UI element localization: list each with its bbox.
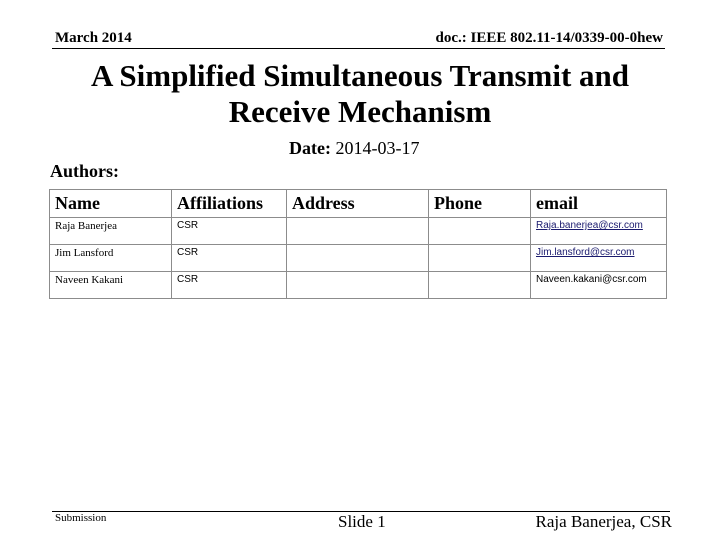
date-value: 2014-03-17 <box>335 138 420 158</box>
author-name: Raja Banerjea <box>50 218 172 245</box>
author-affiliation: CSR <box>172 218 287 245</box>
table-row <box>50 272 667 299</box>
column-header-email: email <box>531 190 667 218</box>
footer-author: Raja Banerjea, CSR <box>535 512 672 531</box>
column-header-affiliations: Affiliations <box>172 190 287 218</box>
author-phone <box>429 245 531 272</box>
author-address <box>287 218 429 245</box>
author-phone <box>429 218 531 245</box>
footer-submission: Submission <box>55 512 107 524</box>
header-doc-id: doc.: IEEE 802.11-14/0339-00-0hew <box>435 30 663 46</box>
author-email: Naveen.kakani@csr.com <box>531 272 667 299</box>
author-name: Jim Lansford <box>50 245 172 272</box>
author-name: Naveen Kakani <box>50 272 172 299</box>
author-email-link[interactable]: Jim.lansford@csr.com <box>531 245 667 272</box>
date-label: Date: <box>289 138 331 158</box>
title-line-2: Receive Mechanism <box>228 94 492 129</box>
author-affiliation: CSR <box>172 245 287 272</box>
date-line <box>289 138 419 159</box>
slide-title <box>0 58 720 130</box>
author-address <box>287 245 429 272</box>
table-row <box>50 218 667 245</box>
table-header-row <box>50 190 667 218</box>
title-line-1: A Simplified Simultaneous Transmit and <box>90 58 630 93</box>
column-header-name: Name <box>50 190 172 218</box>
header-date: March 2014 <box>55 30 132 46</box>
footer-slide-number: Slide 1 <box>338 512 386 531</box>
authors-table <box>49 189 667 299</box>
table-row <box>50 245 667 272</box>
author-affiliation: CSR <box>172 272 287 299</box>
column-header-address: Address <box>287 190 429 218</box>
column-header-phone: Phone <box>429 190 531 218</box>
header-rule <box>52 48 665 49</box>
author-email-link[interactable]: Raja.banerjea@csr.com <box>531 218 667 245</box>
authors-label: Authors: <box>50 161 120 181</box>
author-address <box>287 272 429 299</box>
author-phone <box>429 272 531 299</box>
